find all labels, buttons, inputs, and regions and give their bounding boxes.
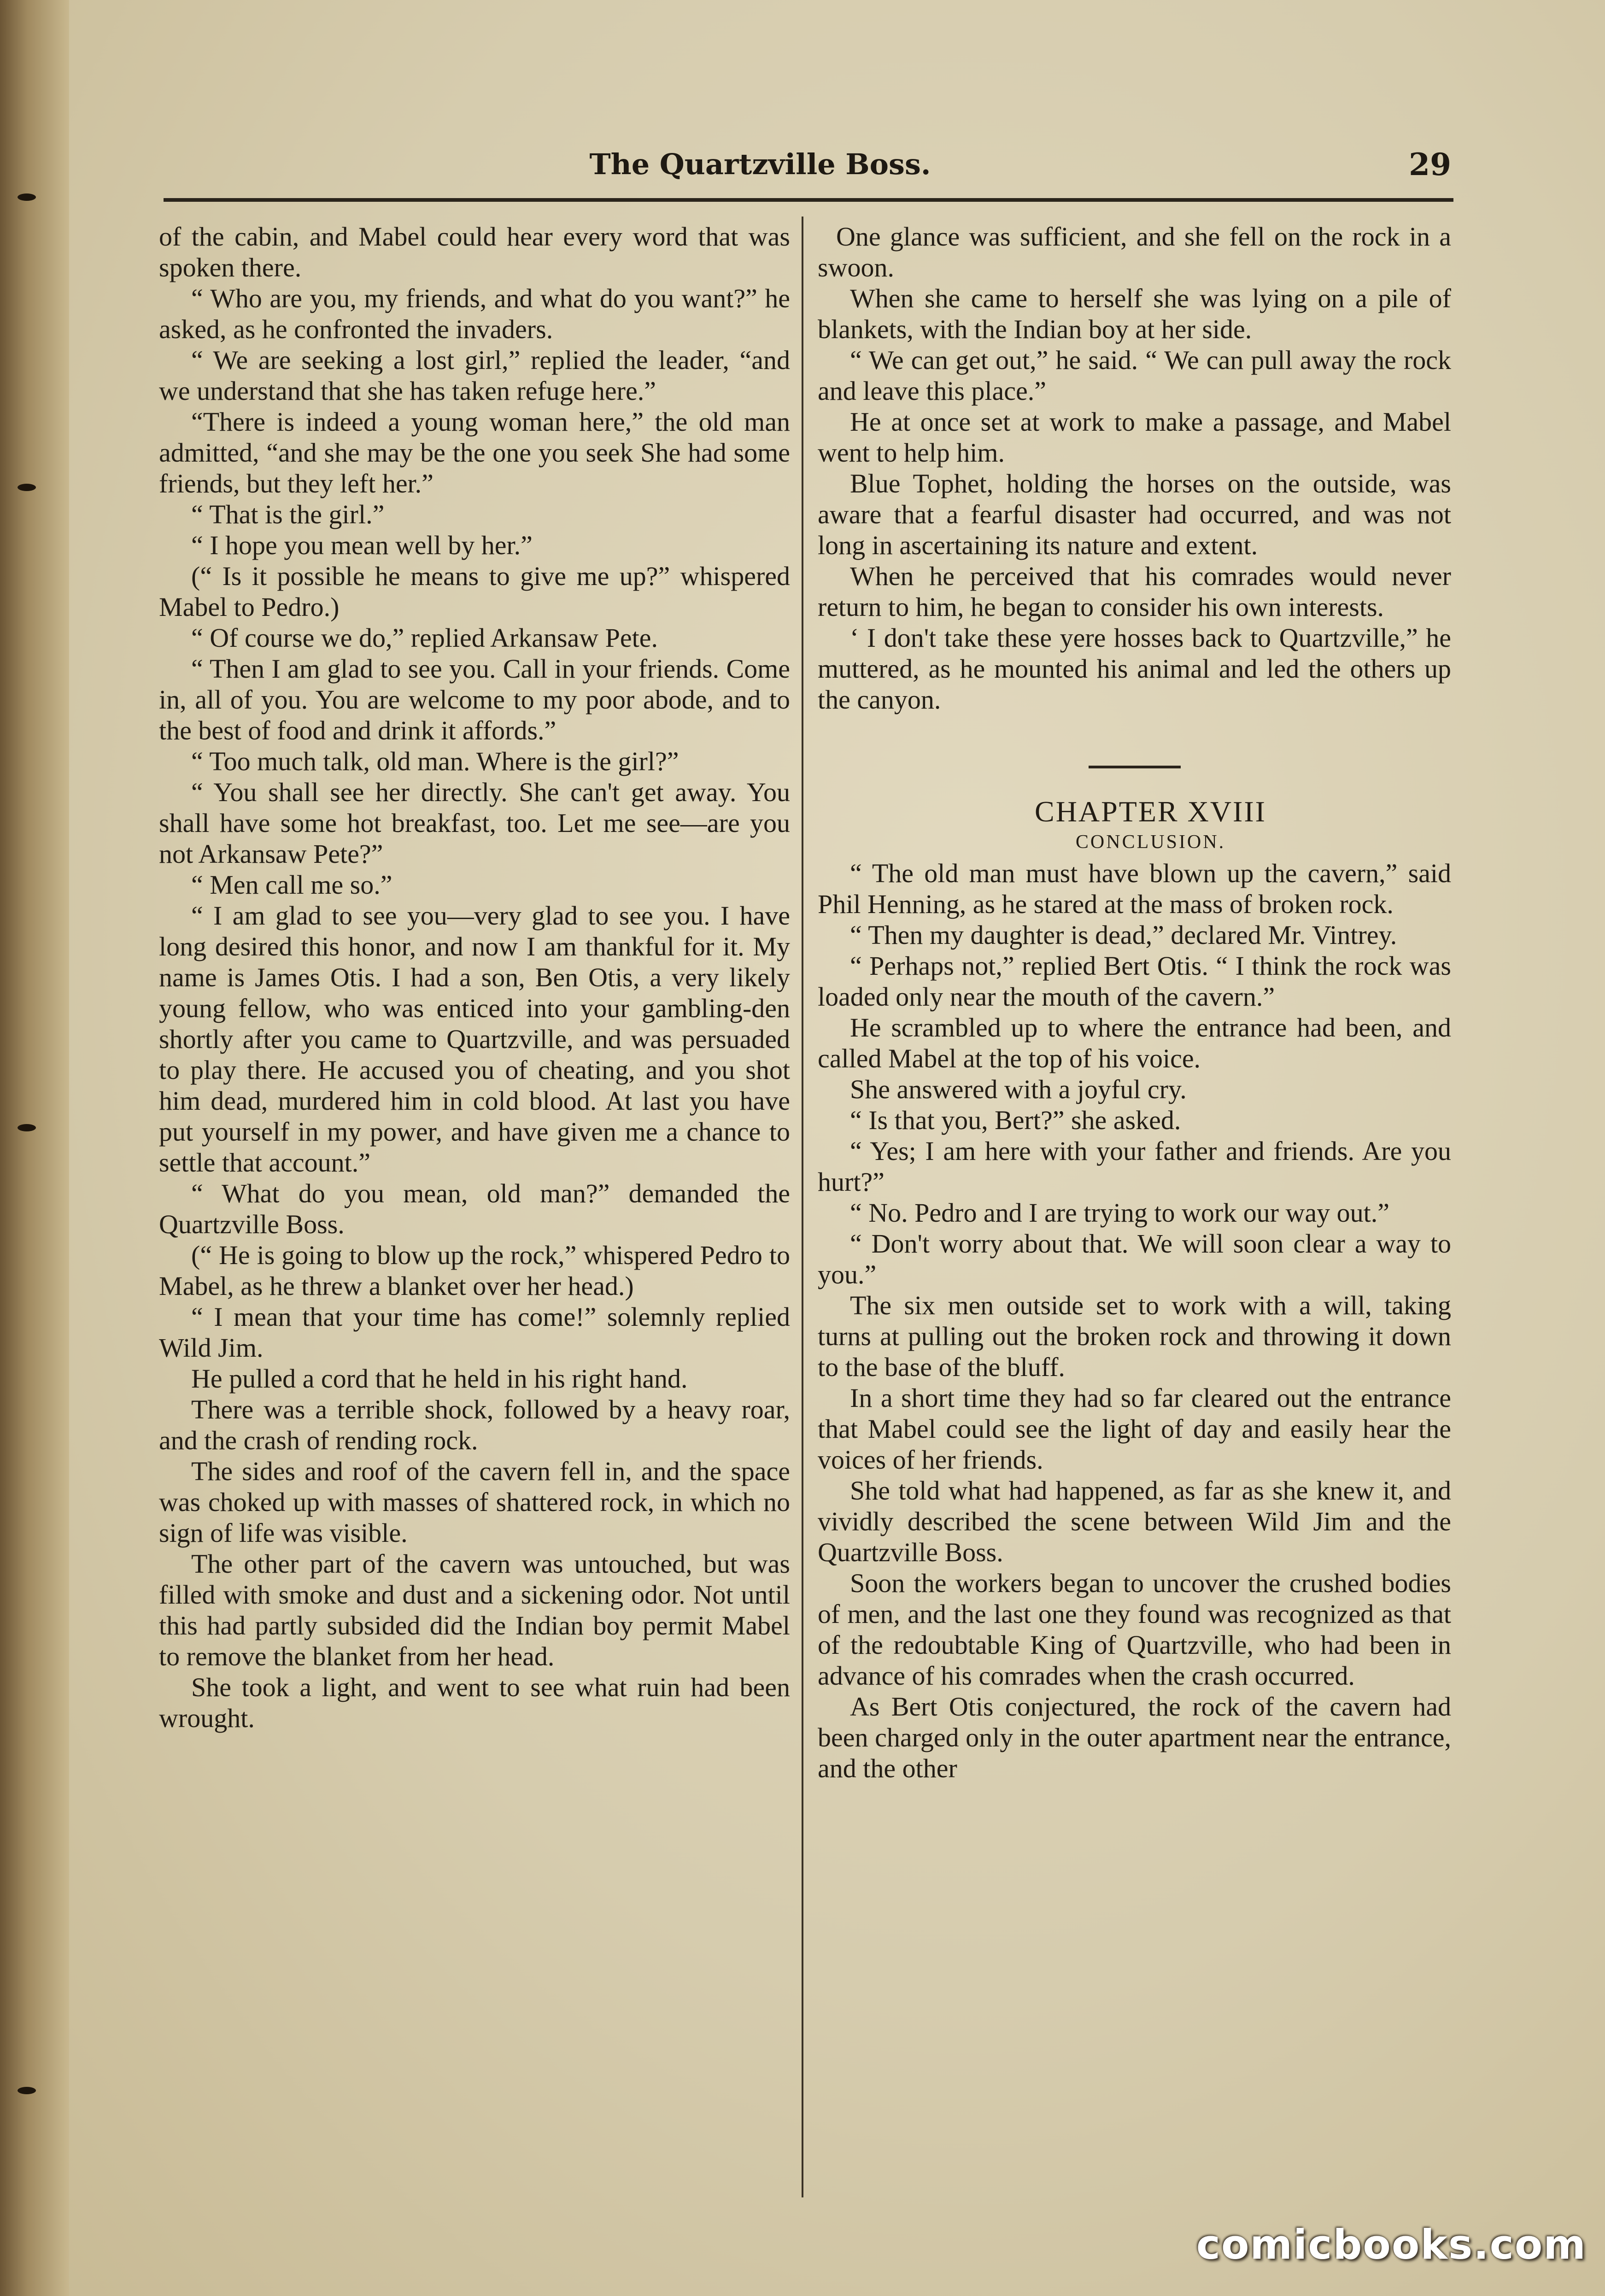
paragraph: There was a terrible shock, followed by a heavy roar, and the crash of rending rock. — [159, 1394, 790, 1455]
paragraph: “ I am glad to see you—very glad to see you. I have long desired this honor, and now I am thankful for it. My name is James Otis. I had a son, Ben Otis, a very likely young fellow, who was enticed into your gambling-den shortly after you came to Quartzville, and was persuaded to play there. He accused you of cheating, and you shot him dead, murdered him in cold blood. At last you have put yourself in my power, and have given me a chance to settle that account.” — [159, 901, 790, 1177]
paragraph: “ Then I am glad to see you. Call in your friends. Come in, all of you. You are welcome to my poor abode, and to the best of food and drink it affords.” — [159, 654, 790, 745]
chapter-title: CHAPTER XVIII — [1035, 795, 1266, 828]
paragraph: “ Don't worry about that. We will soon clear a way to you.” — [818, 1229, 1451, 1289]
paragraph: “ Too much talk, old man. Where is the girl?” — [191, 746, 679, 776]
paragraph: “ We can get out,” he said. “ We can pull away the rock and leave this place.” — [818, 345, 1451, 406]
paragraph: The six men outside set to work with a will, taking turns at pulling out the broken rock and throwing it down to the base of the bluff. — [818, 1290, 1451, 1382]
running-title: The Quartzville Boss. — [589, 147, 931, 181]
binding-stitch — [18, 2087, 36, 2094]
right-column-top-text — [818, 221, 1451, 715]
page-number: 29 — [1409, 146, 1451, 182]
paragraph: “ Of course we do,” replied Arkansaw Pete. — [191, 623, 658, 653]
paragraph: “ No. Pedro and I are trying to work our way out.” — [850, 1198, 1389, 1228]
paragraph: “ Men call me so.” — [191, 870, 392, 900]
paragraph: The sides and roof of the cavern fell in, and the space was choked up with masses of shattered rock, in which no sign of life was visible. — [159, 1456, 790, 1548]
paragraph: He pulled a cord that he held in his right hand. — [191, 1364, 688, 1394]
header-rule — [164, 198, 1453, 202]
paragraph: “ Yes; I am here with your father and friends. Are you hurt?” — [818, 1136, 1451, 1197]
paragraph: ‘ I don't take these yere hosses back to Quartzville,” he muttered, as he mounted his animal and led the others up the canyon. — [818, 623, 1451, 715]
paragraph: She answered with a joyful cry. — [850, 1074, 1187, 1104]
paragraph: “ Is that you, Bert?” she asked. — [850, 1105, 1181, 1135]
paragraph: “ That is the girl.” — [191, 499, 385, 529]
paragraph: “There is indeed a young woman here,” the old man admitted, “and she may be the one you seek She had some friends, but they left her.” — [159, 407, 790, 498]
paragraph: When he perceived that his comrades would never return to him, he began to consider his own interests. — [818, 561, 1451, 622]
paragraph: “ Then my daughter is dead,” declared Mr. Vintrey. — [850, 920, 1397, 950]
column-divider — [802, 217, 803, 2197]
paragraph: As Bert Otis conjectured, the rock of the cavern had been charged only in the outer apartment near the entrance, and the other — [818, 1692, 1451, 1783]
binding-stitch — [18, 1124, 36, 1131]
page-header — [161, 138, 1451, 193]
paragraph: He scrambled up to where the entrance had been, and called Mabel at the top of his voice. — [818, 1013, 1451, 1073]
paragraph: One glance was sufficient, and she fell on the rock in a swoon. — [818, 222, 1451, 282]
paragraph: (“ He is going to blow up the rock,” whispered Pedro to Mabel, as he threw a blanket over her head.) — [159, 1240, 790, 1301]
left-text-column — [159, 221, 790, 2202]
paragraph: “ The old man must have blown up the cavern,” said Phil Henning, as he stared at the mass of broken rock. — [818, 858, 1451, 919]
paragraph: “ Perhaps not,” replied Bert Otis. “ I think the rock was loaded only near the mouth of the cavern.” — [818, 951, 1451, 1012]
binding-stitch — [18, 484, 36, 491]
paragraph: “ I mean that your time has come!” solemnly replied Wild Jim. — [159, 1302, 790, 1363]
chapter-separator-rule — [1089, 766, 1181, 768]
paragraph: of the cabin, and Mabel could hear every word that was spoken there. — [159, 222, 790, 282]
paragraph: The other part of the cavern was untouched, but was filled with smoke and dust and a sickening odor. Not until this had partly subsided did the Indian boy permit Mabel to remove the blanket from her head. — [159, 1549, 790, 1671]
paragraph: “ We are seeking a lost girl,” replied the leader, “and we understand that she has taken refuge here.” — [159, 345, 790, 406]
paragraph: “ You shall see her directly. She can't get away. You shall have some hot breakfast, too. Let me see—are you not Arkansaw Pete?” — [159, 777, 790, 869]
paragraph: She took a light, and went to see what ruin had been wrought. — [159, 1672, 790, 1733]
paragraph: In a short time they had so far cleared out the entrance that Mabel could see the light of day and easily hear the voices of her friends. — [818, 1383, 1451, 1475]
paragraph: When she came to herself she was lying on a pile of blankets, with the Indian boy at her side. — [818, 283, 1451, 344]
paragraph: “ What do you mean, old man?” demanded the Quartzville Boss. — [159, 1178, 790, 1239]
right-column-bottom-text — [818, 858, 1451, 1784]
right-text-column — [818, 221, 1451, 2202]
watermark: comicbooks.com — [1196, 2221, 1587, 2268]
paragraph: Blue Tophet, holding the horses on the outside, was aware that a fearful disaster had occurred, and was not long in ascertaining its nature and extent. — [818, 469, 1451, 560]
binding-stitch — [18, 193, 36, 201]
paragraph: “ Who are you, my friends, and what do you want?” he asked, as he confronted the invaders. — [159, 283, 790, 344]
paragraph: Soon the workers began to uncover the crushed bodies of men, and the last one they found was recognized as that of the redoubtable King of Quartzville, who had been in advance of his comrades when the crash occurred. — [818, 1568, 1451, 1691]
paragraph: “ I hope you mean well by her.” — [191, 530, 533, 560]
paragraph: She told what had happened, as far as she knew it, and vividly described the scene between Wild Jim and the Quartzville Boss. — [818, 1476, 1451, 1567]
binding-gutter — [0, 0, 69, 2296]
paragraph: He at once set at work to make a passage, and Mabel went to help him. — [818, 407, 1451, 468]
paragraph: (“ Is it possible he means to give me up?” whispered Mabel to Pedro.) — [159, 561, 790, 622]
chapter-subtitle: CONCLUSION. — [1075, 832, 1226, 853]
